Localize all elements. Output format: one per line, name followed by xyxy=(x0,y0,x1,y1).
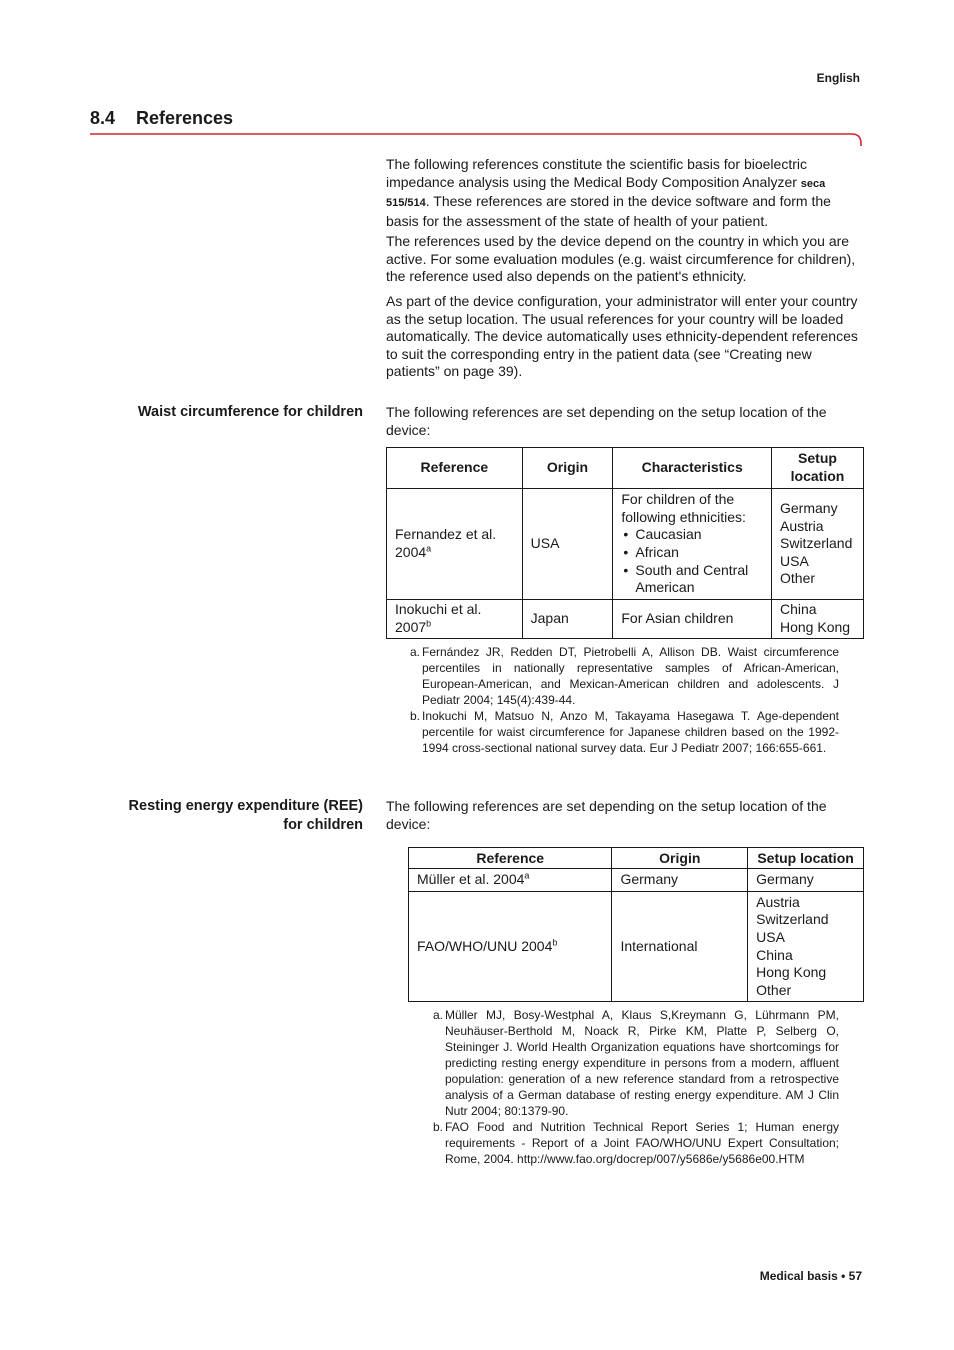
location-item: Austria xyxy=(756,893,800,910)
column-header: Origin xyxy=(522,448,613,489)
location-cell xyxy=(748,892,864,1002)
column-header: Setup location xyxy=(772,448,864,489)
location-item: Switzerland xyxy=(780,535,853,552)
table-row xyxy=(409,892,864,1002)
footnote-text: FAO Food and Nutrition Technical Report Series 1; Human energy requirements - Report of a Joint FAO/WHO/UNU Expert Consultation; Rome, 2004. http://www.fao.org/docrep/007/y5686e/y5686e00.HTM xyxy=(445,1120,839,1166)
column-header: Reference xyxy=(387,448,523,489)
location-cell: Germany xyxy=(748,869,864,892)
intro-p1-before: The following references constitute the scientific basis for bioelectric impedance analysis using the Medical Body Composition Analyzer xyxy=(386,156,807,190)
table-row xyxy=(387,600,864,639)
table-header-row xyxy=(387,448,864,489)
location-item: Austria xyxy=(780,517,824,534)
intro-paragraph-3: As part of the device configuration, your administrator will enter your country as the setup location. The usual references for your country will be loaded automatically. The device automatically uses ethnicity-dependent references to suit the corresponding entry in the patient data (see “Creating new patients” on page 39). xyxy=(386,293,858,380)
footnote xyxy=(433,1007,839,1119)
table-row xyxy=(387,489,864,600)
section-number: 8.4 xyxy=(90,108,116,128)
reference-cell: Müller et al. 2004$^a$ xyxy=(409,869,612,892)
reference-cell: Inokuchi et al. 2007$^b$ xyxy=(387,600,523,639)
location-item: USA xyxy=(756,928,785,945)
section-divider xyxy=(90,133,862,147)
footnote-ref: b xyxy=(426,618,432,629)
ree-lead: The following references are set depending on the setup location of the device: xyxy=(386,798,827,832)
intro-paragraph-1 xyxy=(386,156,862,230)
table-row xyxy=(409,869,864,892)
footnote xyxy=(433,1119,839,1167)
ree-heading-line-1: Resting energy expenditure (REE) xyxy=(128,798,363,814)
section-heading xyxy=(90,108,233,129)
footnote-ref: a xyxy=(524,870,530,881)
reference-cell: Fernandez et al. 2004$^a$ xyxy=(387,489,523,600)
footnote xyxy=(410,708,839,756)
origin-cell: International xyxy=(612,892,748,1002)
list-item: • South and Central American xyxy=(621,562,763,597)
ree-footnotes xyxy=(433,1007,839,1167)
column-header: Reference xyxy=(409,848,612,869)
location-item: USA xyxy=(780,552,809,569)
origin-cell: Germany xyxy=(612,869,748,892)
footnote-marker: a. xyxy=(410,645,421,659)
characteristics-cell xyxy=(613,489,772,600)
location-item: Hong Kong xyxy=(756,964,827,981)
location-item: Other xyxy=(780,570,816,587)
ethnicity-list xyxy=(621,526,763,596)
footnote-marker: a. xyxy=(433,1008,444,1022)
characteristics-cell: For Asian children xyxy=(613,600,772,639)
location-item: China xyxy=(780,601,817,618)
origin-cell: Japan xyxy=(522,600,613,639)
footnote-ref: b xyxy=(552,937,558,948)
waist-side-heading: Waist circumference for children xyxy=(137,404,363,420)
location-cell xyxy=(772,600,864,639)
ree-side-heading xyxy=(90,797,363,835)
page-footer: Medical basis • 57 xyxy=(759,1269,862,1283)
origin-cell: USA xyxy=(522,489,613,600)
ree-reference-table xyxy=(408,847,864,1002)
location-cell xyxy=(772,489,864,600)
footnote-text: Müller MJ, Bosy-Westphal A, Klaus S,Kreymann G, Lührmann PM, Neuhäuser-Berthold M, Noack R, Pirke KM, Platte P, Selberg O, Steininger J. World Health Organization equations have shortcomings for predicting resting energy expenditure in persons from a modern, affluent population: generation of a new reference standard from a retrospective analysis of a German database of resting energy expenditure. AM J Clin Nutr 2004; 80:1379-90. xyxy=(445,1008,839,1118)
column-header: Origin xyxy=(612,848,748,869)
column-header: Setup location xyxy=(748,848,864,869)
intro-p1-after: . These references are stored in the device software and form the basis for the assessment of the state of health of your patient. xyxy=(386,193,831,229)
section-title: References xyxy=(136,108,234,128)
characteristics-intro: For children of the following ethnicities: xyxy=(621,491,746,525)
location-item: Germany xyxy=(780,500,838,517)
location-item: Hong Kong xyxy=(780,619,851,635)
location-item: Switzerland xyxy=(756,911,829,928)
list-item: • Caucasian xyxy=(621,526,763,544)
language-label: English xyxy=(816,71,860,85)
footnote-text: Fernández JR, Redden DT, Pietrobelli A, Allison DB. Waist circumference percentiles in nationally representative samples of African-American, European-American, and Mexican-American children and adolescents. J Pediatr 2004; 145(4):439-44. xyxy=(422,645,839,707)
list-item: • African xyxy=(621,544,763,562)
footnote-marker: b. xyxy=(410,709,421,723)
waist-reference-table xyxy=(386,447,864,639)
table-header-row xyxy=(409,848,864,869)
waist-footnotes xyxy=(410,644,839,756)
reference-cell: FAO/WHO/UNU 2004$^b$ xyxy=(409,892,612,1002)
footnote-marker: b. xyxy=(433,1120,444,1134)
footnote-text: Inokuchi M, Matsuo N, Anzo M, Takayama Hasegawa T. Age-dependent percentile for waist circumference for Japanese children based on the 1992-1994 cross-sectional national survey data. Eur J Pediatr 2007; 166:655-661. xyxy=(422,709,839,755)
column-header: Characteristics xyxy=(613,448,772,489)
waist-lead: The following references are set depending on the setup location of the device: xyxy=(386,404,827,438)
footnote-ref: a xyxy=(426,543,432,554)
location-item: China xyxy=(756,946,793,963)
product-name: seca 515/514 xyxy=(386,177,826,210)
ree-heading-line-2: for children xyxy=(283,817,363,833)
location-item: Other xyxy=(756,981,792,998)
intro-paragraph-2: The references used by the device depend on the country in which you are active. For some evaluation modules (e.g. waist circumference for children), the reference used also depends on the patient's ethnicity. xyxy=(386,233,856,285)
footnote xyxy=(410,644,839,708)
